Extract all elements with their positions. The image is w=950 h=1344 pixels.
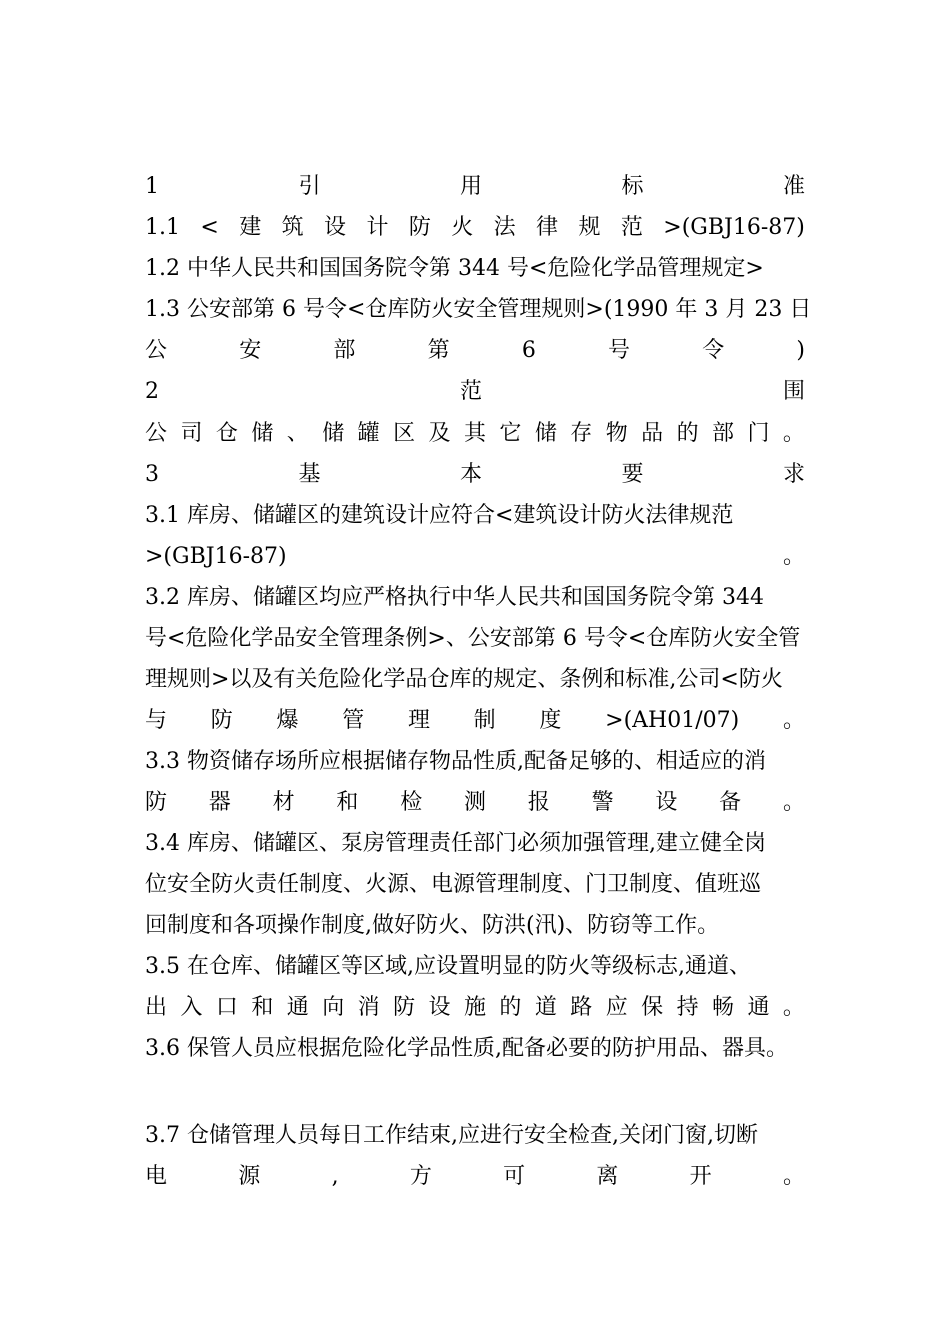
text-token: 区 [393,421,416,446]
text-token: 3 [145,462,159,487]
text-token: 法 [493,215,516,240]
text-token: 和 [336,790,359,815]
text-line-h3 [145,459,805,491]
text-token: 设 [324,215,347,240]
text-token: 标 [621,174,644,199]
text-token: 防 [145,790,168,815]
text-token: 检 [400,790,423,815]
text-token: 保 [641,995,664,1020]
text-line-l3-7b [145,1161,805,1193]
text-token: 公 [145,338,168,363]
text-token: 储 [251,421,274,446]
text-token: 管 [342,708,365,733]
text-token: 防 [393,995,416,1020]
text-line-l3-2b: 号<危险化学品安全管理条例>、公安部第 6 号令<仓库防火安全管 [145,626,801,651]
text-token: 、 [286,421,309,446]
text-token: 计 [366,215,389,240]
text-token: 火 [451,215,474,240]
text-token: 开 [689,1164,712,1189]
text-token: 畅 [712,995,735,1020]
text-token: 。 [782,544,805,569]
text-token: 入 [180,995,203,1020]
text-line-l3-5b [145,992,805,1024]
text-token: 准 [782,174,805,199]
text-token: 报 [527,790,550,815]
text-token: 储 [322,421,345,446]
text-line-l1-3b [145,335,805,367]
text-token: 爆 [276,708,299,733]
text-line-l3-2a: 3.2 库房、储罐区均应严格执行中华人民共和国国务院令第 344 [145,585,764,610]
text-line-l3-4a: 3.4 库房、储罐区、泵房管理责任部门必须加强管理,建立健全岗 [145,831,766,856]
text-token: 和 [251,995,274,1020]
text-token: 理 [407,708,430,733]
text-token: 道 [534,995,557,1020]
text-token: 求 [782,462,805,487]
text-token: 基 [298,462,321,487]
text-token: 引 [298,174,321,199]
text-token: 。 [782,790,805,815]
text-token: 及 [428,421,451,446]
text-token: 部 [333,338,356,363]
text-token: 安 [239,338,262,363]
text-token: 筑 [281,215,304,240]
text-token: 设 [428,995,451,1020]
text-line-l3-4c: 回制度和各项操作制度,做好防火、防洪(汛)、防窃等工作。 [145,913,720,938]
text-token: 。 [782,421,805,446]
text-token: 测 [463,790,486,815]
text-token: 司 [180,421,203,446]
text-token: 它 [499,421,522,446]
text-token: 。 [782,1164,805,1189]
text-token: 1.1 [145,215,180,240]
text-token: 器 [208,790,231,815]
text-token: 源 [238,1164,261,1189]
text-line-l3-1b [145,541,805,573]
text-line-l3-3a: 3.3 物资储存场所应根据储存物品性质,配备足够的、相适应的消 [145,749,766,774]
text-line-l2 [145,418,805,450]
text-token: 可 [503,1164,526,1189]
text-line-l3-3b [145,787,805,819]
text-token: 储 [534,421,557,446]
text-token: 通 [747,995,770,1020]
text-token: 制 [473,708,496,733]
text-token: 围 [782,379,805,404]
text-token: 的 [499,995,522,1020]
text-token: 路 [570,995,593,1020]
text-token: 律 [536,215,559,240]
text-token: ) [796,338,805,363]
text-token: 本 [459,462,482,487]
text-token: 令 [702,338,725,363]
text-line-l1-3a: 1.3 公安部第 6 号令<仓库防火安全管理规则>(1990 年 3 月 23 日 [145,297,812,322]
text-token: 建 [239,215,262,240]
text-token: >(GBJ16-87) [145,544,287,569]
text-token: 6 [521,338,536,363]
text-line-l1-2: 1.2 中华人民共和国国务院令第 344 号<危险化学品管理规定> [145,256,764,281]
text-token: 防 [210,708,233,733]
text-token: 度 [539,708,562,733]
text-token: 存 [570,421,593,446]
text-token: 方 [409,1164,432,1189]
text-token: 仓 [215,421,238,446]
text-token: 要 [621,462,644,487]
text-token: < [200,215,219,240]
text-line-l3-1a: 3.1 库房、储罐区的建筑设计应符合<建筑设计防火法律规范 [145,503,734,528]
text-token: 公 [145,421,168,446]
text-token: 。 [782,708,805,733]
text-token: 部 [712,421,735,446]
text-token: 通 [286,995,309,1020]
text-token: 持 [676,995,699,1020]
text-token: 口 [215,995,238,1020]
text-token: 备 [719,790,742,815]
text-token: 门 [747,421,770,446]
text-token: 消 [357,995,380,1020]
text-line-l3-2d [145,705,805,737]
text-token: 向 [322,995,345,1020]
text-token: 的 [676,421,699,446]
text-token: 施 [463,995,486,1020]
text-line-h2 [145,376,805,408]
text-line-l3-7a: 3.7 仓储管理人员每日工作结束,应进行安全检查,关闭门窗,切断 [145,1123,758,1148]
text-token: 设 [655,790,678,815]
text-token: 离 [596,1164,619,1189]
text-token: 2 [145,379,159,404]
text-token: 物 [605,421,628,446]
text-token: 范 [459,379,482,404]
text-line-l3-6: 3.6 保管人员应根据危险化学品性质,配备必要的防护用品、器具。 [145,1036,788,1061]
text-token: 罐 [357,421,380,446]
text-token: 其 [463,421,486,446]
text-token: 警 [591,790,614,815]
text-token: 应 [605,995,628,1020]
text-token: >(GBJ16-87) [663,215,805,240]
text-line-l3-4b: 位安全防火责任制度、火源、电源管理制度、门卫制度、值班巡 [145,872,762,897]
text-token: 。 [782,995,805,1020]
text-line-l3-5a: 3.5 在仓库、储罐区等区域,应设置明显的防火等级标志,通道、 [145,954,751,979]
text-line-l1-1 [145,212,805,244]
text-token: >(AH01/07) [605,708,740,733]
text-token: 电 [145,1164,168,1189]
text-token: , [331,1164,339,1189]
text-token: 出 [145,995,168,1020]
text-token: 用 [459,174,482,199]
text-token: 第 [427,338,450,363]
text-token: 规 [578,215,601,240]
text-line-l3-2c: 理规则>以及有关危险化学品仓库的规定、条例和标准,公司<防火 [145,667,783,692]
text-token: 防 [408,215,431,240]
text-token: 1 [145,174,159,199]
text-line-h1 [145,171,805,203]
text-token: 号 [608,338,631,363]
text-token: 材 [272,790,295,815]
text-token: 范 [620,215,643,240]
text-token: 与 [145,708,168,733]
text-token: 品 [641,421,664,446]
